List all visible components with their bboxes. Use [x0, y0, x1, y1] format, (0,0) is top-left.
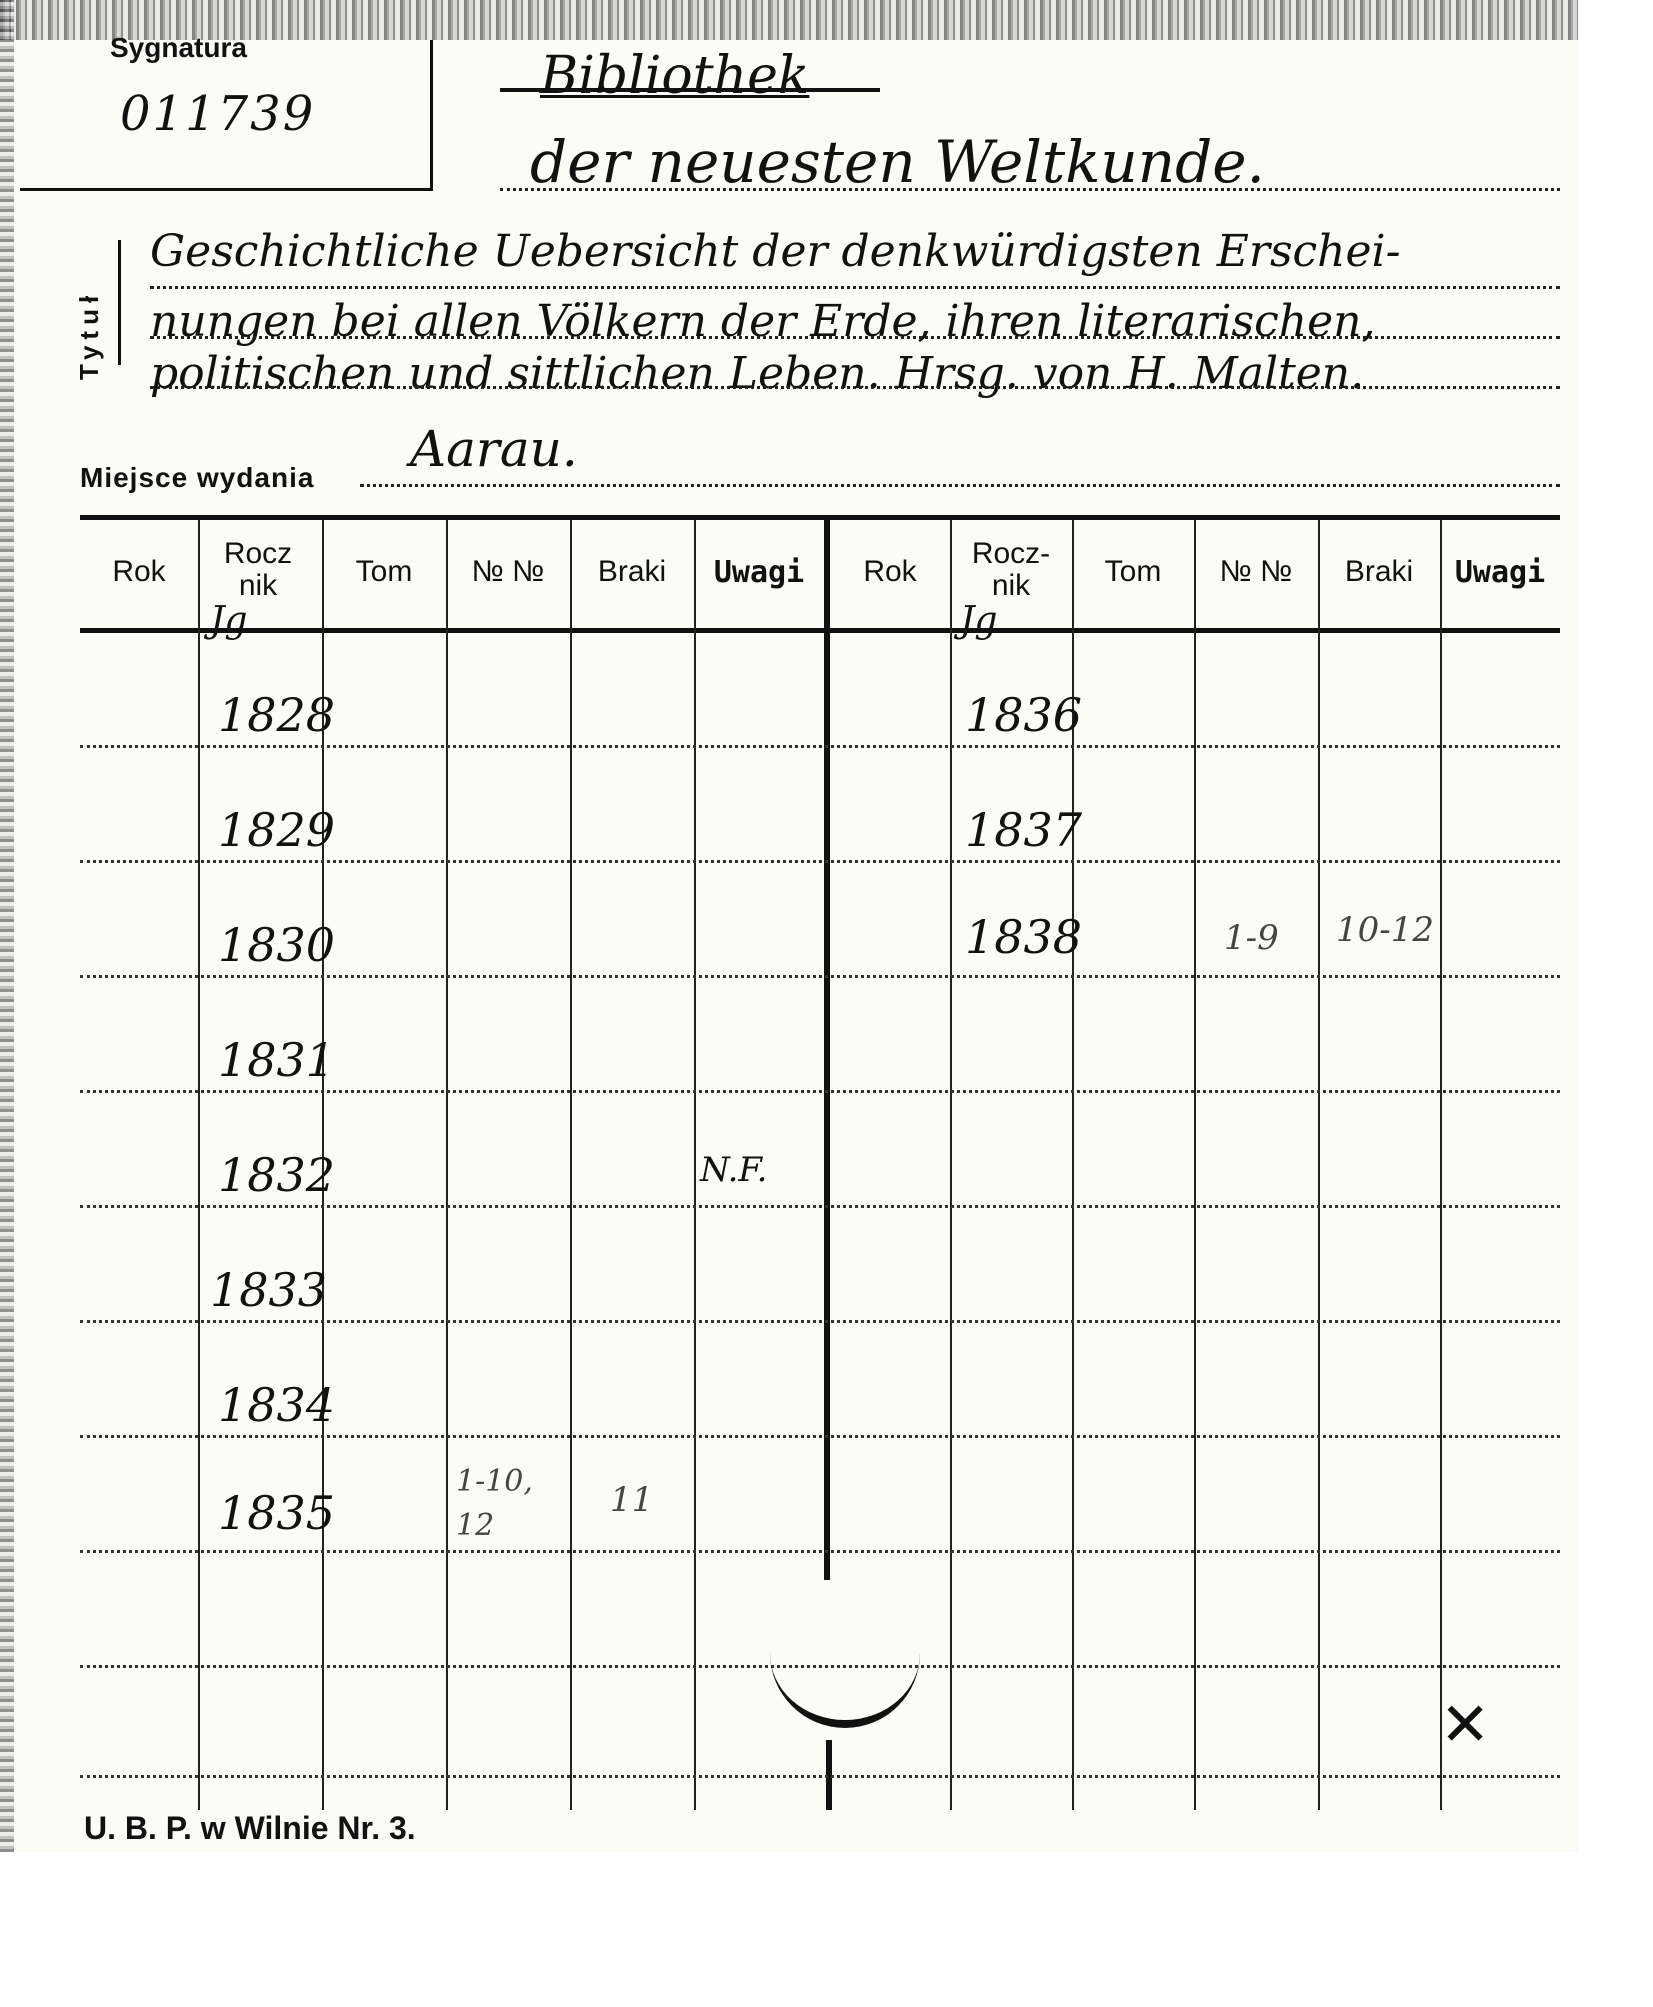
year-cell-right: 1836 — [965, 688, 1083, 742]
place-value: Aarau. — [410, 420, 578, 478]
journal-heading-line2: der neuesten Weltkunde. — [530, 128, 1265, 196]
col-divider — [446, 520, 448, 1810]
col-divider — [570, 520, 572, 1810]
table-top-rule — [80, 515, 1560, 520]
heading-dotted-line — [500, 188, 1560, 191]
row-line — [80, 1205, 1560, 1208]
journal-heading-line1: Bibliothek — [540, 46, 810, 106]
col-header-numery-right: № № — [1219, 555, 1293, 588]
year-cell: 1830 — [218, 918, 336, 972]
year-cell: 1834 — [218, 1378, 336, 1432]
col-header-braki-right: Braki — [1344, 555, 1414, 588]
year-cell: 1832 — [218, 1148, 336, 1202]
row-line — [80, 1775, 1560, 1778]
col-header-rocznik: Rocz nik — [223, 537, 293, 602]
numery-cell: 1-10, 12 — [456, 1464, 533, 1543]
title-line-3: politischen und sittlichen Leben. Hrsg. von H. Malten. — [150, 348, 1365, 399]
title-label: Tytuł — [74, 289, 104, 380]
col-divider — [198, 520, 200, 1810]
jg-mark-right: Jg — [960, 600, 998, 641]
signature-value: 011739 — [120, 86, 316, 142]
year-cell: 1835 — [218, 1486, 336, 1540]
signature-label: Sygnatura — [110, 32, 247, 63]
col-divider — [1440, 520, 1442, 1810]
row-line — [80, 1435, 1560, 1438]
col-header-braki: Braki — [597, 555, 667, 588]
title-dotted-line-3 — [150, 386, 1560, 389]
place-dotted-line — [360, 484, 1560, 487]
year-cell-right: 1838 — [965, 910, 1083, 964]
braki-cell-right: 10-12 — [1336, 910, 1435, 950]
col-header-numery: № № — [471, 555, 545, 588]
row-line — [80, 745, 1560, 748]
title-bracket — [118, 240, 121, 365]
col-divider — [950, 520, 952, 1810]
uwagi-cell: N.F. — [700, 1150, 768, 1190]
col-divider — [1194, 520, 1196, 1810]
row-line — [80, 1550, 1560, 1553]
year-cell: 1828 — [218, 688, 336, 742]
col-divider — [694, 520, 696, 1810]
year-cell: 1829 — [218, 803, 336, 857]
title-dotted-line-1 — [150, 286, 1560, 289]
col-header-tom-right: Tom — [1104, 555, 1162, 588]
year-cell: 1831 — [218, 1033, 336, 1087]
year-cell: 1833 — [210, 1263, 328, 1317]
braki-cell: 11 — [610, 1480, 654, 1520]
col-header-uwagi: Uwagi — [713, 555, 805, 590]
heading-underline — [500, 88, 880, 92]
table-header-rule — [80, 628, 1560, 633]
footer-text: U. B. P. w Wilnie Nr. 3. — [84, 1810, 416, 1846]
x-mark: ✕ — [1440, 1690, 1491, 1760]
col-header-uwagi-right: Uwagi — [1454, 555, 1546, 590]
place-label: Miejsce wydania — [80, 462, 315, 493]
row-line — [80, 1320, 1560, 1323]
table-center-divider — [824, 520, 830, 1580]
jg-mark: Jg — [210, 600, 248, 641]
col-divider — [1318, 520, 1320, 1810]
col-header-rok: Rok — [112, 555, 166, 588]
title-line-1: Geschichtliche Uebersicht der denkwürdigsten Erschei- — [150, 226, 1401, 277]
year-cell-right: 1837 — [965, 803, 1083, 857]
numery-cell-right: 1-9 — [1224, 918, 1279, 958]
col-header-rok-right: Rok — [863, 555, 917, 588]
col-header-rocznik-right: Rocz- nik — [971, 537, 1051, 602]
title-dotted-line-2 — [150, 336, 1560, 339]
title-line-2: nungen bei allen Völkern der Erde, ihren literarischen, — [150, 296, 1376, 347]
row-line — [80, 1090, 1560, 1093]
scan-noise-left — [0, 0, 14, 1852]
row-line — [80, 975, 1560, 978]
row-line — [80, 860, 1560, 863]
col-header-tom: Tom — [355, 555, 413, 588]
ink-stain — [770, 1640, 920, 1728]
